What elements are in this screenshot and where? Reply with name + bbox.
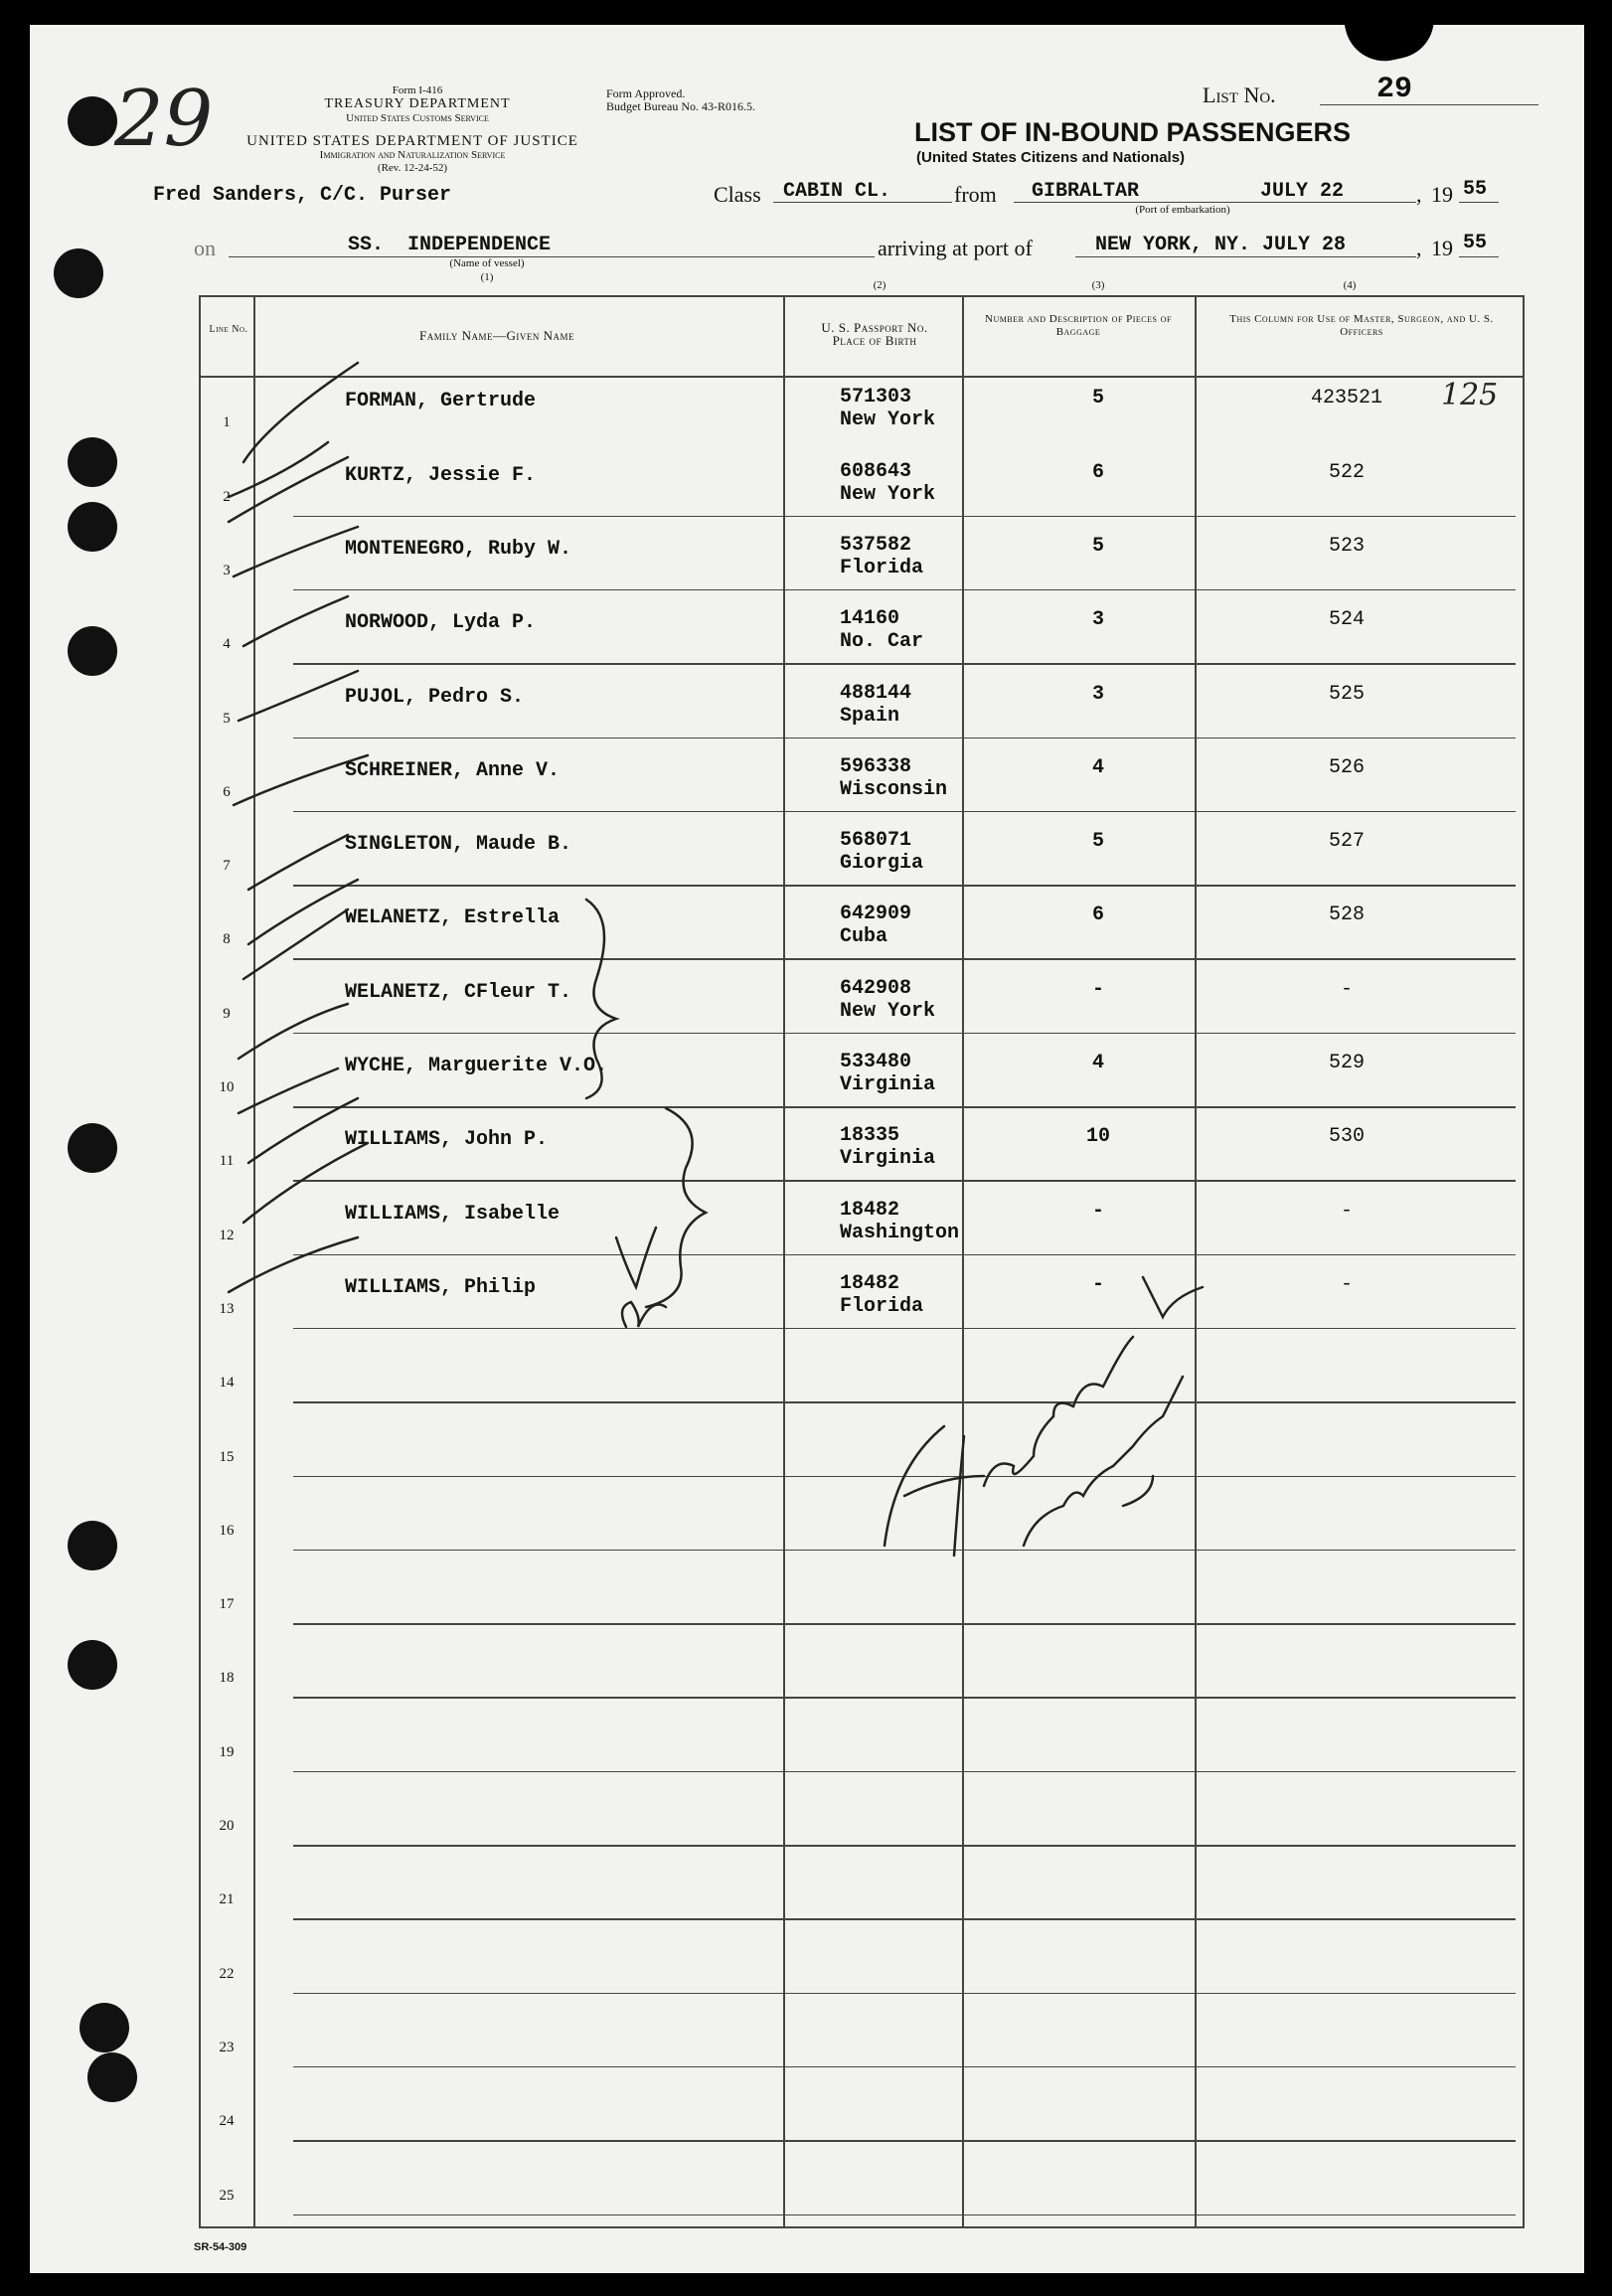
- line-number: 18: [219, 1670, 235, 1687]
- handwritten-note: 125: [1441, 378, 1499, 413]
- from-label: from: [954, 182, 997, 207]
- line-number: 21: [219, 1891, 235, 1908]
- officer-number: 530: [1328, 1125, 1365, 1149]
- from-date: JULY 22: [1260, 180, 1345, 203]
- passport-number: 18482: [840, 1271, 900, 1295]
- officer-number: -: [1340, 1272, 1353, 1296]
- place-of-birth: Florida: [840, 556, 924, 579]
- class-label: Class: [714, 182, 761, 207]
- line-number: 25: [219, 2187, 235, 2204]
- passenger-name: SCHREINER, Anne V.: [345, 758, 561, 782]
- officer-number: 522: [1328, 460, 1365, 484]
- passenger-name: WILLIAMS, John P.: [345, 1128, 549, 1152]
- year-prefix-1: 19: [1431, 182, 1453, 207]
- port-of-embarkation-caption: (Port of embarkation): [1135, 204, 1230, 216]
- line-number: 2: [223, 488, 231, 505]
- line-number: 22: [219, 1965, 235, 1982]
- passport-number: 642908: [840, 976, 912, 1000]
- justice-department: UNITED STATES DEPARTMENT OF JUSTICE: [246, 133, 578, 149]
- line-number: 9: [223, 1005, 231, 1022]
- document-title: LIST OF IN-BOUND PASSENGERS: [914, 117, 1352, 147]
- baggage-count: -: [1091, 1272, 1104, 1296]
- passenger-name: KURTZ, Jessie F.: [345, 463, 537, 487]
- baggage-count: -: [1091, 1199, 1104, 1223]
- place-of-birth: Virginia: [840, 1073, 936, 1096]
- form-approved: Form Approved.: [606, 86, 686, 100]
- line-number: 7: [223, 858, 231, 875]
- baggage-count: 6: [1091, 460, 1104, 484]
- line-number: 13: [219, 1300, 235, 1317]
- passenger-name: NORWOOD, Lyda P.: [345, 611, 537, 635]
- budget-bureau: Budget Bureau No. 43-R016.5.: [606, 99, 755, 113]
- officer-number: 529: [1328, 1052, 1365, 1074]
- line-number: 23: [219, 2039, 235, 2055]
- vessel-name: SS. INDEPENDENCE: [348, 234, 552, 256]
- passenger-name: MONTENEGRO, Ruby W.: [345, 537, 572, 561]
- passenger-name: WYCHE, Marguerite V.O.: [345, 1055, 608, 1077]
- line-number: 4: [223, 636, 231, 653]
- passport-number: 568071: [840, 829, 912, 853]
- line-number: 10: [219, 1079, 235, 1095]
- col-header-officers: This Column for Use of Master, Surgeon, and U. S. Officers: [1229, 313, 1494, 338]
- officer-number: 525: [1328, 682, 1365, 706]
- passport-number: 488144: [840, 681, 912, 705]
- passport-number: 571303: [840, 386, 912, 410]
- place-of-birth: Washington: [840, 1221, 960, 1244]
- form-revision: (Rev. 12-24-52): [377, 162, 448, 174]
- passenger-name: WILLIAMS, Philip: [345, 1275, 537, 1299]
- line-number: 12: [219, 1227, 235, 1243]
- passenger-name: WILLIAMS, Isabelle: [345, 1202, 561, 1226]
- on-label: on: [194, 236, 216, 260]
- baggage-count: -: [1091, 977, 1104, 1001]
- place-of-birth: Giorgia: [840, 852, 924, 876]
- place-of-birth: No. Car: [840, 630, 924, 654]
- col-number-3: (3): [1091, 279, 1105, 291]
- passport-number: 533480: [840, 1051, 912, 1073]
- passenger-name: WELANETZ, Estrella: [345, 906, 561, 930]
- officer-number: 524: [1328, 608, 1365, 632]
- place-of-birth: Spain: [840, 704, 900, 728]
- baggage-count: 4: [1091, 755, 1104, 779]
- baggage-count: 3: [1091, 608, 1104, 632]
- baggage-count: 5: [1091, 534, 1104, 558]
- officer-number: 527: [1328, 830, 1365, 854]
- line-number: 15: [219, 1448, 235, 1465]
- baggage-count: 4: [1091, 1052, 1104, 1074]
- line-number: 17: [219, 1596, 235, 1613]
- passenger-name: PUJOL, Pedro S.: [345, 685, 525, 709]
- line-number: 6: [223, 783, 231, 800]
- baggage-count: 6: [1091, 903, 1104, 927]
- handwritten-list-number: 29: [114, 75, 214, 164]
- place-of-birth: Cuba: [840, 925, 888, 949]
- passport-number: 14160: [840, 607, 900, 631]
- place-of-birth: New York: [840, 482, 936, 506]
- passport-number: 18482: [840, 1198, 900, 1222]
- document-page: 29 Form I-416 TREASURY DEPARTMENT United States Customs Service UNITED STATES DEPARTMENT OF JUSTICE Immigration and Naturalization Service (Rev. 12-24-52) Form Approved. Budget Bureau No. 43-R016.5. List No. 29 LIST OF IN-BOUND PASSENGERS (United States Citizens and Nationals) Fred Sanders, C/C. Purser Class CABIN CL. from GIBRALTAR JULY 22 (Port of embarkation) 19 55 , on SS. INDEPENDENCE (Name of vessel) (1) arriving at port of NEW YORK, NY. JULY 28 , 19 55 (2) (3) (4) Line No. Family Name—Given Name U. S. Passport No. Place of Birth Number and Description of Pieces of Baggage This Column for Use of Master, Surgeon, and U. S. Officers 1 FORMAN, Gertrude 571303 New York 5 423521 125 2 KURTZ, Jessie F. 608643 New York 6 522 3 MONTENEGRO, Ruby W. 537582 Florida 5 523 4 NORWOOD, Lyda P. 14160 No. Car 3 524 5 PUJOL, Pedro S. 488144 Spain 3 525 6 SCHREINER, Anne V. 596338 Wisconsin 4 526 7 SINGLETON, Maude B. 568071 Giorgia 5 527 8 WELANETZ, Estrella 642909 Cuba 6 528 9 WELANETZ, CFleur T. 642908 New York - - 10 WYCHE, Marguerite V.O. 533480 Virginia 4 529 11 WILLIAMS, John P. 18335 Virginia 10 530 12 WILLIAMS, Isabelle 18482 Washington - - 13 WILLIAMS, Philip 18482 Florida - - 14 15 16 17 18 19 20 21 22 23 24 25 SR-54-309: [30, 25, 1584, 2273]
- passenger-name: FORMAN, Gertrude: [345, 390, 537, 413]
- passenger-name: WELANETZ, CFleur T.: [345, 980, 572, 1004]
- year-1: 55: [1463, 178, 1488, 201]
- baggage-count: 3: [1091, 682, 1104, 706]
- line-number: 1: [223, 414, 231, 431]
- line-number: 19: [219, 1743, 235, 1760]
- document-subtitle: (United States Citizens and Nationals): [916, 149, 1186, 166]
- passport-number: 537582: [840, 533, 912, 557]
- place-of-birth: New York: [840, 409, 936, 432]
- officer-number: 423521: [1310, 387, 1382, 410]
- arriving-label: arriving at port of: [878, 236, 1033, 260]
- place-of-birth: Virginia: [840, 1147, 936, 1171]
- passport-number: 642909: [840, 902, 912, 926]
- col-header-name: Family Name—Given Name: [419, 328, 574, 343]
- passport-number: 608643: [840, 459, 912, 483]
- line-number: 11: [219, 1153, 235, 1170]
- officer-number: -: [1340, 1199, 1353, 1223]
- list-no-value: 29: [1376, 73, 1413, 106]
- vessel-caption: (Name of vessel): [449, 257, 525, 269]
- list-no-label: List No.: [1203, 82, 1276, 107]
- immigration-service: Immigration and Naturalization Service: [319, 149, 506, 161]
- class-value: CABIN CL.: [783, 180, 891, 203]
- arrival-value: NEW YORK, NY. JULY 28: [1095, 234, 1347, 256]
- line-number: 16: [219, 1522, 235, 1539]
- col-number-2: (2): [873, 279, 887, 291]
- col-number-1: (1): [480, 271, 494, 283]
- footer-code: SR-54-309: [194, 2241, 247, 2253]
- line-number: 14: [219, 1375, 235, 1392]
- col-number-4: (4): [1343, 279, 1357, 291]
- form-number: Form I-416: [392, 84, 443, 96]
- officer-number: -: [1340, 977, 1353, 1001]
- place-of-birth: Florida: [840, 1294, 924, 1318]
- line-number: 20: [219, 1818, 235, 1834]
- col-header-passport: U. S. Passport No. Place of Birth: [821, 320, 928, 348]
- place-of-birth: Wisconsin: [840, 777, 948, 801]
- line-number: 8: [223, 931, 231, 948]
- officer-number: 526: [1328, 755, 1365, 779]
- handwritten-annotations: [30, 25, 1584, 2273]
- baggage-count: 5: [1091, 387, 1104, 410]
- passenger-name: SINGLETON, Maude B.: [345, 833, 572, 857]
- line-number: 3: [223, 562, 231, 578]
- passport-number: 18335: [840, 1124, 900, 1148]
- col-header-line-no: Line No.: [209, 324, 248, 335]
- purser-name: Fred Sanders, C/C. Purser: [153, 184, 452, 207]
- place-of-birth: New York: [840, 999, 936, 1023]
- year-2: 55: [1463, 232, 1488, 254]
- passport-number: 596338: [840, 754, 912, 778]
- officer-number: 528: [1328, 903, 1365, 927]
- baggage-count: 10: [1085, 1125, 1110, 1149]
- from-value: GIBRALTAR: [1032, 180, 1140, 203]
- treasury-department: TREASURY DEPARTMENT: [324, 96, 511, 111]
- baggage-count: 5: [1091, 830, 1104, 854]
- year-prefix-2: 19: [1431, 236, 1453, 260]
- line-number: 24: [219, 2113, 235, 2130]
- col-header-baggage: Number and Description of Pieces of Baggage: [985, 313, 1172, 338]
- line-number: 5: [223, 710, 231, 727]
- officer-number: 523: [1328, 534, 1365, 558]
- customs-service: United States Customs Service: [346, 112, 489, 124]
